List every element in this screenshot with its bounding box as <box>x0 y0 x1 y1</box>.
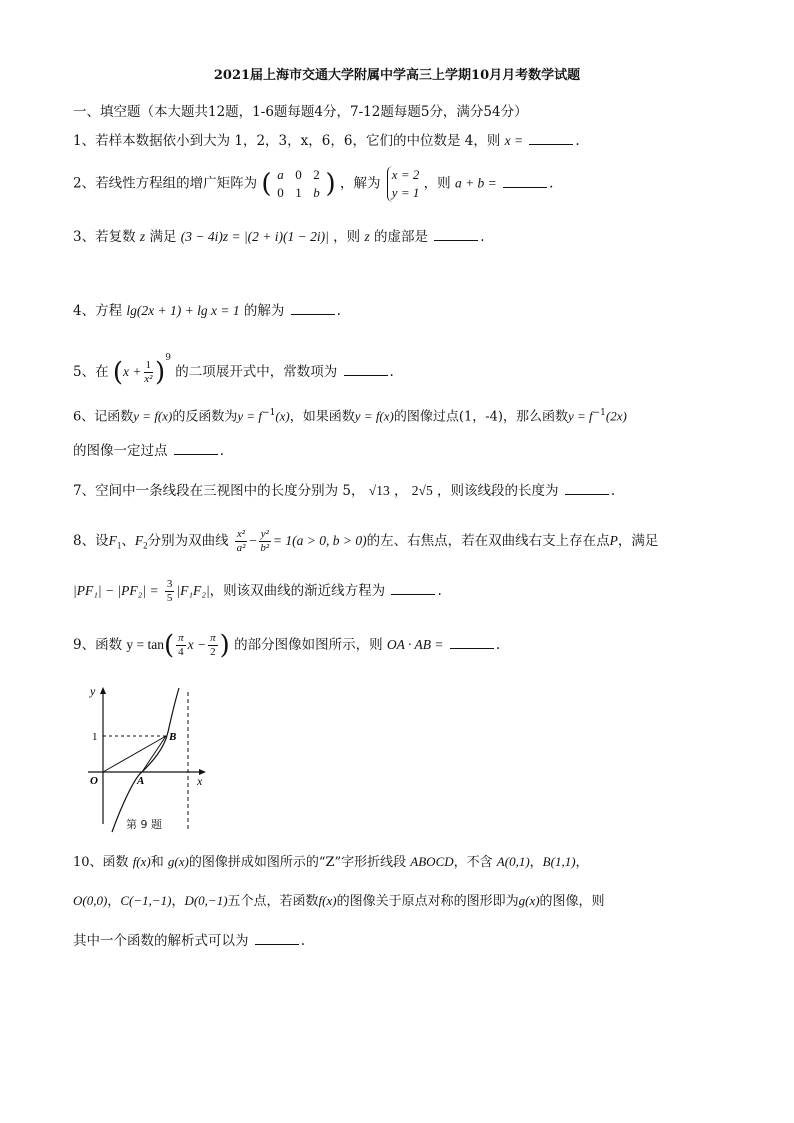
numerator: π <box>210 632 216 644</box>
tan-graph <box>84 684 219 834</box>
math-expression: |F₁F₂| <box>176 583 210 598</box>
math-expression: y = f <box>237 408 263 424</box>
numerator: y² <box>260 528 269 540</box>
question-text: 五个点，若函数 <box>227 894 319 909</box>
y-axis-arrow <box>100 687 106 694</box>
math-expression: y = f <box>567 408 593 424</box>
y-axis-label: y <box>90 684 96 698</box>
question-9-figure <box>84 684 219 834</box>
question-6-line-2 <box>73 440 224 461</box>
question-8 <box>73 528 658 556</box>
math-expression: y = f(x) <box>354 408 394 424</box>
question-6 <box>73 403 627 427</box>
math-variable: F <box>108 533 117 548</box>
solution-line: x = 2 <box>391 167 420 182</box>
segment-OB <box>103 736 166 772</box>
answer-blank[interactable] <box>503 173 547 188</box>
question-10: 10、函数 f(x)和 g(x)的图像拼成如图所示的“Z”字形折线段 ABOCD，不含 A(0,1)，B(1,1)， <box>73 854 589 870</box>
period: . <box>300 933 306 949</box>
fraction <box>208 632 218 659</box>
period: . <box>575 133 580 149</box>
question-text: 分别为双曲线 <box>147 533 229 549</box>
math-variable: z <box>139 229 146 244</box>
matrix-cell: b <box>313 185 320 200</box>
right-paren: ) <box>325 169 336 199</box>
math-expression: √13 <box>368 483 390 498</box>
denominator: 4 <box>178 646 184 658</box>
question-5 <box>73 348 394 386</box>
question-text: ，则 <box>333 229 361 245</box>
math-expression: lg(2x + 1) + lg x = 1 <box>126 303 240 318</box>
question-text: ， <box>394 483 408 499</box>
math-expression: f(x) <box>318 893 337 908</box>
answer-blank[interactable] <box>434 226 478 241</box>
math-expression: A(0,1) <box>496 854 530 869</box>
numerator: x² <box>236 528 246 540</box>
question-text: 的图像拼成如图所示的“Z”字形折线段 <box>188 855 407 870</box>
matrix-cell: a <box>277 167 284 182</box>
math-expression: (2x) <box>605 408 627 424</box>
question-text: 的二项展开式中，常数项为 <box>175 364 338 380</box>
matrix-cell: 2 <box>313 167 320 182</box>
math-expression: x − <box>187 637 207 652</box>
denominator: x² <box>144 373 153 385</box>
solution-line: y = 1 <box>391 185 420 200</box>
math-expression: g(x) <box>167 854 189 869</box>
period: . <box>549 175 554 192</box>
exponent: 9 <box>165 353 171 363</box>
math-expression: O(0,0) <box>73 893 108 908</box>
matrix-cell: 0 <box>277 185 284 200</box>
tan-curve <box>112 688 179 832</box>
question-text: 8、设 <box>73 533 109 549</box>
point-B-label: B <box>169 731 177 743</box>
answer-blank[interactable] <box>565 480 609 495</box>
numerator: 3 <box>166 578 173 590</box>
question-text: 3、若复数 <box>73 229 136 245</box>
question-text: 的图像过点(1，-4)，那么函数 <box>393 409 568 425</box>
math-variable: z <box>364 229 370 244</box>
question-text: 的反函数为 <box>172 409 238 425</box>
fraction <box>235 528 247 555</box>
solution-system <box>387 166 420 202</box>
vector-expression: OA · AB = <box>386 637 444 652</box>
x-axis-label: x <box>197 774 203 788</box>
denominator: 5 <box>166 592 173 604</box>
question-text: 的左、右焦点，若在双曲线右支上存在点 <box>366 533 610 549</box>
math-expression: f(x) <box>132 854 151 869</box>
answer-blank[interactable] <box>391 580 435 595</box>
math-expression: (3 − 4i)z = |(2 + i)(1 − 2i)| <box>180 229 329 244</box>
math-expression: = 1(a > 0, b > 0) <box>272 533 367 548</box>
question-2 <box>73 166 553 202</box>
matrix-cell: 1 <box>295 185 302 200</box>
question-10-line-2: O(0,0)，C(−1,−1)，D(0,−1)五个点，若函数f(x)的图像关于原点对称的图形即为g(x)的图像，则 <box>73 893 605 909</box>
question-text: 的图像一定过点 <box>73 443 168 459</box>
math-expression: C(−1,−1) <box>120 893 172 908</box>
question-10-line-3 <box>73 930 305 951</box>
left-paren: ( <box>164 630 175 661</box>
answer-blank[interactable] <box>291 300 335 315</box>
question-8-line-2 <box>73 578 442 605</box>
fraction <box>259 528 271 555</box>
right-paren: ) <box>155 357 166 388</box>
question-text: ，则该双曲线的渐近线方程为 <box>209 583 386 599</box>
math-expression: y = tan <box>126 637 164 652</box>
math-expression: D(0,−1) <box>184 893 228 908</box>
augmented-matrix <box>272 166 326 202</box>
question-text: 2、若线性方程组的增广矩阵为 <box>73 175 258 192</box>
question-text: 的解为 <box>243 303 285 319</box>
question-text: 9、函数 <box>73 637 123 653</box>
question-3 <box>73 226 485 247</box>
question-text: 的图像关于原点对称的图形即为 <box>336 894 519 909</box>
denominator: 2 <box>210 646 216 658</box>
subscript: 2 <box>143 540 148 551</box>
answer-blank[interactable] <box>255 930 299 945</box>
question-text: ，如果函数 <box>289 409 355 425</box>
point-A-label: A <box>137 775 145 787</box>
question-text: ，满足 <box>617 533 659 549</box>
page-title: 2021届上海市交通大学附属中学高三上学期10月月考数学试题 <box>213 68 581 83</box>
math-expression: g(x) <box>518 893 540 908</box>
math-expression: 2√5 <box>411 483 433 498</box>
math-operator: − <box>249 533 257 548</box>
question-text: 1、若样本数据依小到大为 1，2，3，x，6，6，它们的中位数是 4，则 <box>73 133 501 149</box>
tick-label-1: 1 <box>92 731 98 743</box>
question-text: 4、方程 <box>73 303 123 319</box>
period: . <box>480 229 485 245</box>
question-text: 、 <box>121 533 135 549</box>
subscript: 1 <box>116 540 122 551</box>
math-variable: P <box>609 533 618 548</box>
question-text: 6、记函数 <box>73 409 134 425</box>
segment-AB <box>142 736 166 772</box>
exponent: −1 <box>262 408 276 418</box>
question-text: ，解为 <box>340 175 381 192</box>
question-text: 7、空间中一条线段在三视图中的长度分别为 5， <box>73 483 365 499</box>
numerator: π <box>178 632 184 644</box>
question-text: ，则该线段的长度为 <box>437 483 559 499</box>
question-text: 5、在 <box>73 364 109 380</box>
question-text: 和 <box>150 855 164 870</box>
period: . <box>389 364 394 380</box>
math-expression: B(1,1) <box>542 854 576 869</box>
math-expression: x + <box>123 364 142 379</box>
left-paren: ( <box>112 357 124 388</box>
answer-blank[interactable] <box>344 361 388 376</box>
fraction <box>144 359 154 386</box>
period: . <box>336 303 341 319</box>
period: . <box>610 483 616 499</box>
question-4 <box>73 300 341 321</box>
question-text: 满足 <box>149 229 177 245</box>
math-expression: |PF₁| − |PF₂| = <box>73 583 159 598</box>
section-heading: 一、填空题（本大题共12题，1-6题每题4分，7-12题每题5分，满分54分） <box>73 104 528 120</box>
numerator: 1 <box>145 359 152 371</box>
denominator: b² <box>260 542 270 554</box>
period: . <box>219 443 225 459</box>
question-text: 的部分图像如图所示，则 <box>234 637 383 653</box>
answer-blank[interactable] <box>174 440 218 455</box>
question-text: ，不含 <box>453 855 493 870</box>
math-expression: y = f(x) <box>133 408 173 424</box>
period: . <box>437 583 442 599</box>
figure-caption: 第 9 题 <box>126 818 162 831</box>
answer-blank[interactable] <box>450 634 494 649</box>
question-1 <box>73 130 580 151</box>
denominator: a² <box>236 542 246 554</box>
question-text: 的虚部是 <box>374 229 428 245</box>
math-variable: F <box>134 533 144 548</box>
question-9 <box>73 632 500 659</box>
matrix-cell: 0 <box>295 167 302 182</box>
right-paren: ) <box>219 630 230 661</box>
point-O-label: O <box>90 775 98 787</box>
fraction <box>176 632 186 659</box>
exponent: −1 <box>592 408 606 418</box>
period: . <box>495 637 501 653</box>
answer-blank[interactable] <box>529 130 573 145</box>
question-7 <box>73 480 615 501</box>
question-text: 其中一个函数的解析式可以为 <box>73 933 249 949</box>
question-text: ，则 <box>423 175 451 192</box>
question-text: 的图像，则 <box>539 894 605 909</box>
math-expression: (x) <box>275 408 290 424</box>
math-expression: ABOCD <box>410 854 454 869</box>
question-text: 10、函数 <box>73 855 129 870</box>
left-paren: ( <box>261 169 272 199</box>
fraction <box>165 578 175 605</box>
math-expression: a + b = <box>454 175 497 191</box>
math-expression: x = <box>504 133 524 148</box>
